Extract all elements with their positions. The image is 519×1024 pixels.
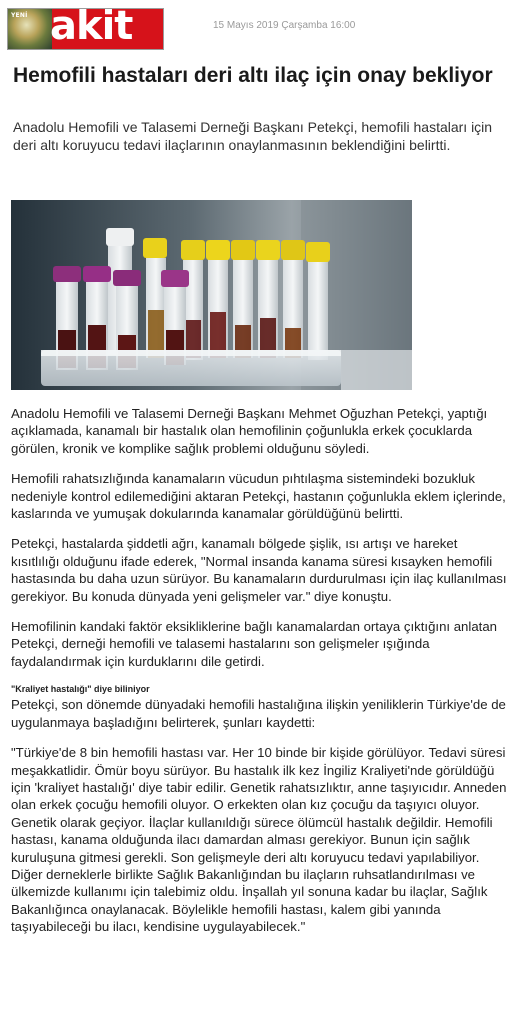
site-logo[interactable] — [7, 8, 164, 50]
article-photo — [11, 200, 412, 390]
dateline: 15 Mayıs 2019 Çarşamba 16:00 — [213, 20, 356, 31]
quote-paragraph: "Türkiye'de 8 bin hemofili hastası var. Her 10 binde bir kişide görülüyor. Tedavi süresi meşakkatlidir. Ömür boyu sürüyor. Bu hastalık ilk kez İngiliz Kraliyeti'nde görüldüğü için 'kraliyet hastalığı' diye tabir edilir. Genetik rahatsızlıktır, anne taşıyıcıdır. Anneden olan erkek çocuğu hemofili oluyor. O erkekten olan kız çocuğu da taşıyıcı oluyor. Genetik olarak geçiyor. İlaçlar kullanıldığı sürece ölümcül hastalık değildir. Hemofili hastası, kanama olduğunda ilacı damardan alması gerekiyor. Bunun için sağlık kuruluşuna gitmesi gerekli. Son gelişmeyle deri altı koruyucu tedavi yapılabiliyor. Diğer derneklerle birlikte Sağlık Bakanlığından bu ilaçların ruhsatlandırılması ve ülkemizde kullanımı için talebimiz oldu. İnşallah yıl sonuna kadar bu ilaçlar, Sağlık Bakanlığınca onaylanacak. Böylelikle hemofili hastası, kalem gibi yanında taşıyabileceği bu ilacı, kendisine uygulayabilecek." — [11, 745, 507, 935]
body-paragraph: Petekçi, hastalarda şiddetli ağrı, kanamalı bölgede şişlik, ısı artışı ve hareket kısıtlılığı olduğunu ifade ederek, "Normal insanda kanama süresi kısayken hemofili hastasında bu daha uzun sürüyor. Bu kanamaların durdurulması için ilaç kullanılması gerekiyor. Bu konuda dünyada yeni gelişmeler var." diye konuştu. — [11, 536, 507, 604]
body-paragraph: Hemofili rahatsızlığında kanamaların vücudun pıhtılaşma sistemindeki bozukluk nedeniyle kontrol edilemediğini aktaran Petekçi, hastanın çoğunlukla eklem içlerinde, kaslarında ve yumuşak dokularında kanamalar görüldüğünü belirtti. — [11, 471, 506, 522]
subheading: "Kraliyet hastalığı" diye biliniyor — [11, 684, 150, 695]
article-lead: Anadolu Hemofili ve Talasemi Derneği Başkanı Petekçi, hemofili hastaları için deri altı koruyucu tedavi ilaçlarının onaylanmasının beklendiğini belirtti. — [13, 119, 493, 153]
article-title: Hemofili hastaları deri altı ilaç için onay bekliyor — [13, 64, 493, 87]
body-paragraph: Anadolu Hemofili ve Talasemi Derneği Başkanı Mehmet Oğuzhan Petekçi, yaptığı açıklamada, kanamalı bir hastalık olan hemofilinin çoğunlukla erkek çocuklarda görülen, kronik ve komplike sağlık problemi olduğunu söyledi. — [11, 406, 488, 456]
body-paragraph: Petekçi, son dönemde dünyadaki hemofili hastalığına ilişkin yeniliklerin Türkiye'de de uygulanmaya başladığını belirterek, şunları kaydetti: — [11, 697, 506, 730]
blood-tubes-illustration — [11, 200, 412, 390]
logo-word: akit — [50, 8, 133, 49]
body-paragraph: Hemofilinin kandaki faktör eksikliklerine bağlı kanamalardan ortaya çıktığını anlatan Petekçi, derneği hemofili ve talasemi hastalarını son gelişmeler ışığında faydalandırmak için kurduklarını dile getirdi. — [11, 619, 497, 669]
logo-small-text: YENİ — [11, 12, 28, 19]
article-body — [11, 405, 508, 949]
header — [0, 0, 519, 56]
